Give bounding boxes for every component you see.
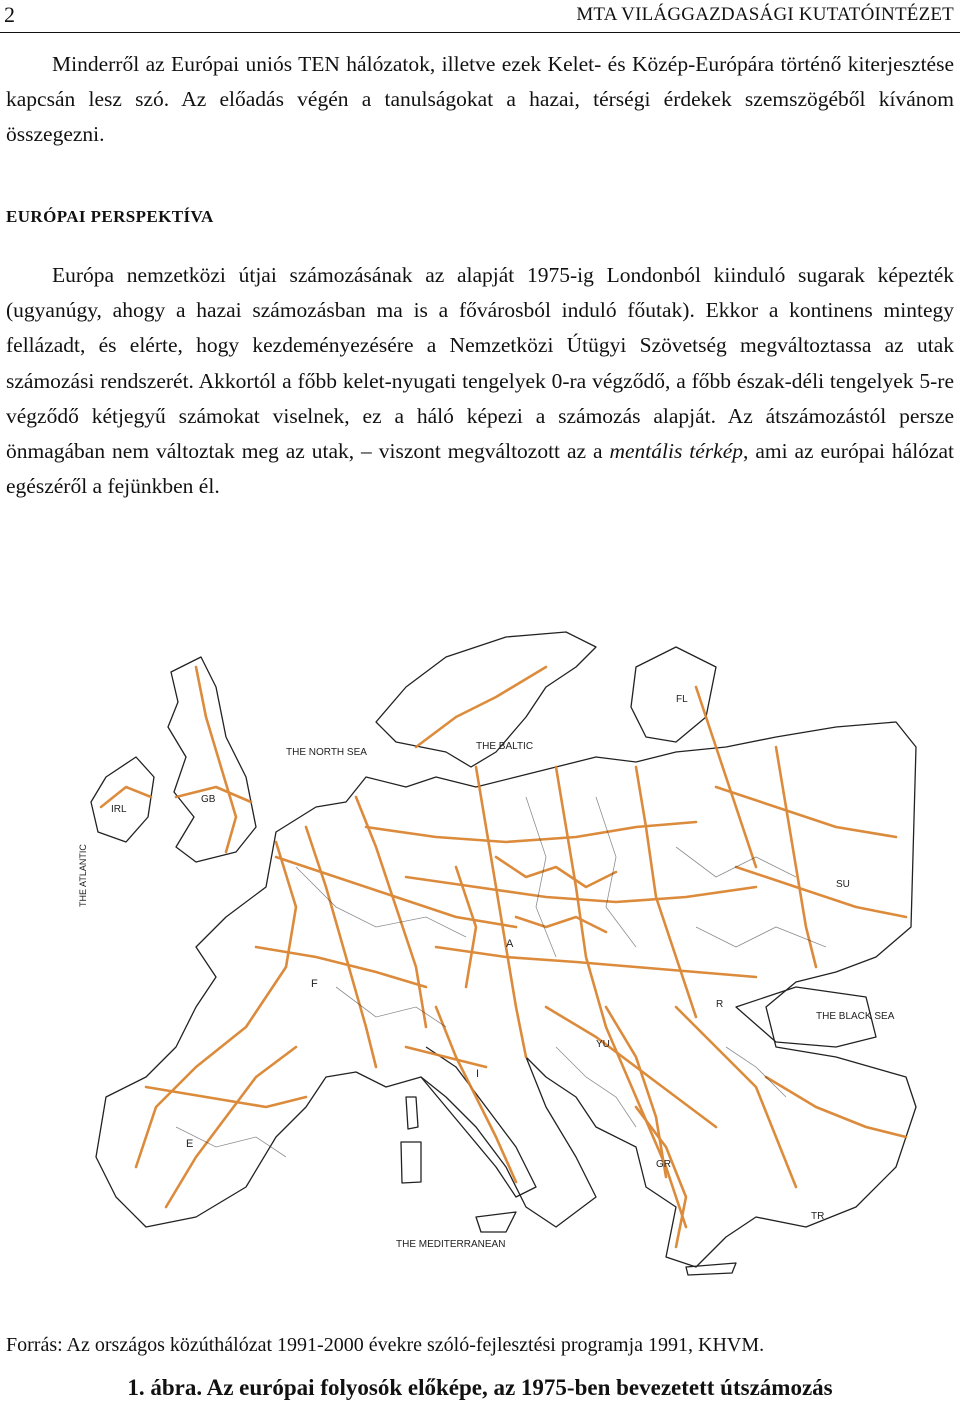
europe-road-map — [76, 627, 921, 1305]
road-balkans-1 — [546, 1007, 716, 1127]
minor-road-3 — [526, 797, 556, 957]
label-country-a: A — [506, 938, 514, 950]
road-east-3 — [776, 747, 816, 967]
label-country-r: R — [716, 999, 724, 1010]
island-corsica — [406, 1097, 418, 1129]
label-country-f: F — [311, 978, 318, 990]
label-north-sea: THE NORTH SEA — [286, 747, 367, 758]
road-italy-1 — [436, 1007, 516, 1182]
road-balkans-2 — [606, 1007, 666, 1177]
label-country-gb: GB — [201, 794, 216, 805]
road-east-2 — [736, 867, 906, 917]
coastline-mainland — [96, 722, 916, 1267]
minor-road-2 — [336, 987, 446, 1027]
body-text-start: Európa nemzetközi útjai számozásának az alapját 1975-ig Londonból kiinduló sugarak képezték (ugyanúgy, ahogy a hazai számozásban ma is a fővárosból induló főutak). Ekkor a kontinens mintegy fellázadt, és elérte, hogy kezdeményezésére a Nemzetközi Útügyi Szövetség megváltoztassa az utak számozási rendszerét. Akkortól a főbb kelet-nyugati tengelyek 0-ra végződő, a főbb észak-déli tengelyek 5-re végződő kétjegyű számokat viselnek, ez a háló képezi a számozás alapját. Az átszámozástól persze önmagában nem változtak meg az utak, – viszont megváltozott az a — [6, 263, 954, 464]
road-iberia-1 — [146, 1087, 306, 1107]
header-rule — [0, 32, 960, 33]
road-north-south-3 — [636, 767, 696, 1017]
source-line: Forrás: Az országos közúthálózat 1991-2000 évekre szóló-fejlesztési programja 1991, KHVM. — [6, 1334, 765, 1356]
label-country-yu: YU — [596, 1039, 610, 1050]
label-mediterranean: THE MEDITERRANEAN — [396, 1239, 506, 1250]
road-central-2 — [406, 877, 756, 902]
road-france-3 — [306, 827, 376, 1067]
road-turkey — [766, 1077, 906, 1137]
italic-term: mentális térkép — [609, 439, 743, 464]
label-country-su: SU — [836, 879, 850, 890]
intro-paragraph: Minderről az Európai uniós TEN hálózatok, illetve ezek Kelet- és Közép-Európára történő kiterjesztése kapcsán lesz szó. Az előadás végén a tanulságokat a hazai, térségi érdekek szemszögéből kívánom összegezni. — [6, 52, 954, 147]
road-central-3 — [436, 947, 756, 977]
road-italy-2 — [406, 1047, 486, 1067]
coastline-great-britain — [168, 657, 256, 862]
road-dense-a — [496, 857, 616, 887]
island-crete — [686, 1263, 736, 1275]
coastline-ireland — [91, 757, 154, 842]
label-country-fl: FL — [676, 694, 688, 705]
minor-road-5 — [676, 847, 796, 877]
road-east-4 — [696, 687, 756, 867]
label-baltic: THE BALTIC — [476, 741, 534, 752]
island-sicily — [476, 1212, 516, 1232]
road-atlantic-coast — [136, 842, 296, 1167]
road-france-2 — [256, 947, 426, 987]
body-paragraph — [6, 258, 954, 504]
section-heading: EURÓPAI PERSPEKTÍVA — [6, 207, 214, 226]
running-head: MTA VILÁGGAZDASÁGI KUTATÓINTÉZET — [576, 4, 954, 25]
label-country-tr: TR — [811, 1211, 825, 1222]
road-dense-b — [516, 917, 606, 932]
label-country-e: E — [186, 1138, 194, 1150]
label-country-gr: GR — [656, 1159, 671, 1170]
label-atlantic: THE ATLANTIC — [78, 844, 88, 907]
figure-caption: 1. ábra. Az európai folyosók előképe, az 1975-ben bevezetett útszámozás — [127, 1375, 833, 1400]
road-scandinavia — [416, 667, 546, 747]
label-black-sea: THE BLACK SEA — [816, 1011, 895, 1022]
road-france-1 — [276, 857, 516, 927]
island-sardinia — [401, 1142, 421, 1183]
label-country-irl: IRL — [111, 804, 127, 815]
label-country-i: I — [476, 1068, 480, 1080]
coastline-finland — [631, 647, 716, 742]
road-iberia-2 — [166, 1047, 296, 1207]
page-number: 2 — [4, 2, 15, 27]
road-balkans-3 — [676, 1007, 796, 1187]
road-north-south-1 — [476, 767, 526, 1057]
body-text-end: , ami az európai hálózat egészéről a fejünkben él. — [6, 439, 955, 499]
road-gb-north-south — [196, 667, 236, 852]
